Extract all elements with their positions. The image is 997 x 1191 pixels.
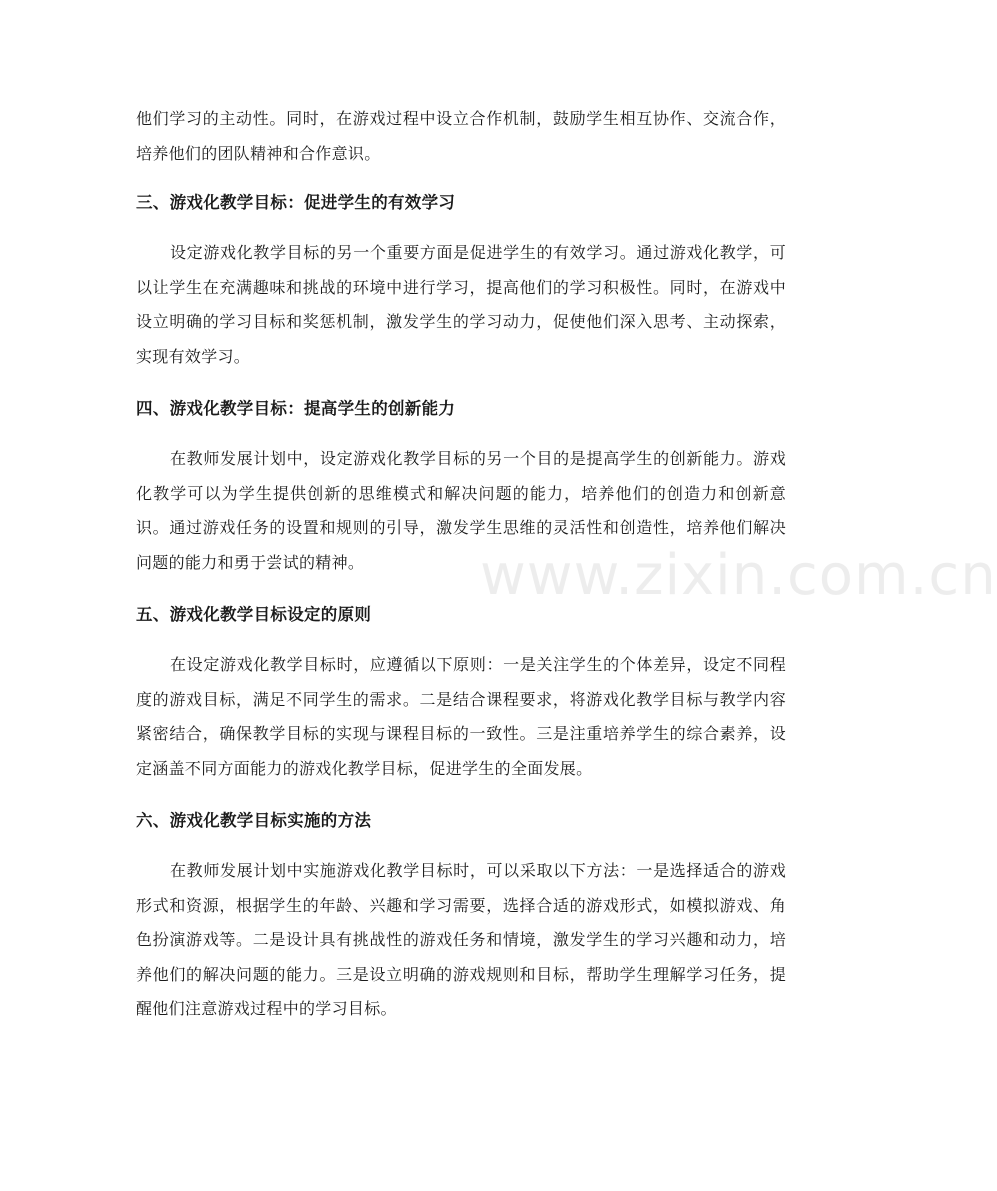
section-heading-5: 五、游戏化教学目标设定的原则 (136, 605, 372, 624)
section-heading-3: 三、游戏化教学目标：促进学生的有效学习 (136, 193, 456, 212)
section-heading-6: 六、游戏化教学目标实施的方法 (136, 811, 372, 830)
section-body-6: 在教师发展计划中实施游戏化教学目标时，可以采取以下方法：一是选择适合的游戏形式和资源，根据学生的年龄、兴趣和学习需要，选择合适的游戏形式，如模拟游戏、角色扮演游戏等。二是设计具有挑战性的游戏任务和情境，激发学生的学习兴趣和动力，培养他们的解决问题的能力。三是设立明确的游戏规则和目标，帮助学生理解学习任务，提醒他们注意游戏过程中的学习目标。 (136, 861, 786, 1018)
section-body-3: 设定游戏化教学目标的另一个重要方面是促进学生的有效学习。通过游戏化教学，可以让学生在充满趣味和挑战的环境中进行学习，提高他们的学习积极性。同时，在游戏中设立明确的学习目标和奖惩机制，激发学生的学习动力，促使他们深入思考、主动探索，实现有效学习。 (136, 243, 786, 366)
intro-paragraph: 他们学习的主动性。同时，在游戏过程中设立合作机制，鼓励学生相互协作、交流合作，培养他们的团队精神和合作意识。 (136, 109, 786, 163)
section-body-4: 在教师发展计划中，设定游戏化教学目标的另一个目的是提高学生的创新能力。游戏化教学可以为学生提供创新的思维模式和解决问题的能力，培养他们的创造力和创新意识。通过游戏任务的设置和规则的引导，激发学生思维的灵活性和创造性，培养他们解决问题的能力和勇于尝试的精神。 (136, 449, 786, 572)
document-body (136, 102, 786, 1027)
watermark: www.zixin.com.cn (480, 543, 997, 608)
section-body-5: 在设定游戏化教学目标时，应遵循以下原则：一是关注学生的个体差异，设定不同程度的游戏目标，满足不同学生的需求。二是结合课程要求，将游戏化教学目标与教学内容紧密结合，确保教学目标的实现与课程目标的一致性。三是注重培养学生的综合素养，设定涵盖不同方面能力的游戏化教学目标，促进学生的全面发展。 (136, 655, 786, 778)
section-heading-4: 四、游戏化教学目标：提高学生的创新能力 (136, 399, 456, 418)
